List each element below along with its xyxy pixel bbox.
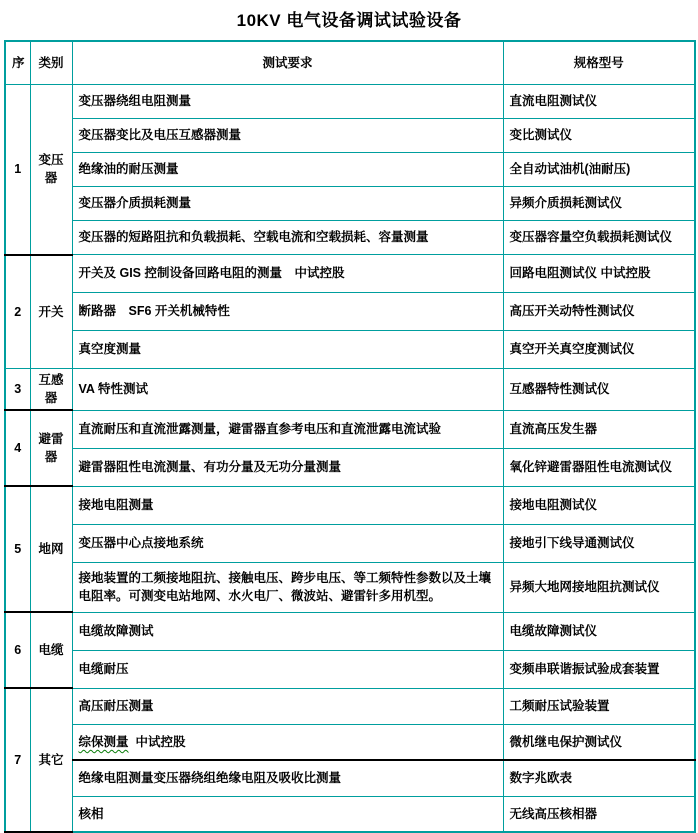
cell-model: 氧化锌避雷器阻性电流测试仪: [503, 448, 695, 486]
table-row: [5, 524, 695, 562]
cell-model: 异频介质损耗测试仪: [503, 187, 695, 221]
table-row: [5, 85, 695, 119]
cell-requirement: 电缆故障测试: [72, 612, 503, 650]
cell-requirement: 电缆耐压: [72, 650, 503, 688]
group-index-1: 1: [5, 85, 30, 255]
table-row: [5, 796, 695, 832]
group-index-5: 5: [5, 486, 30, 612]
cell-model: 全自动试油机(油耐压): [503, 153, 695, 187]
table-row: [5, 486, 695, 524]
table-row: [5, 221, 695, 255]
spellcheck-underlined-text: 综保测量: [78, 734, 129, 749]
header-category: 类别: [30, 41, 72, 85]
group-index-2: 2: [5, 255, 30, 369]
table-row: [5, 688, 695, 724]
table-row: [5, 650, 695, 688]
cell-requirement: 高压耐压测量: [72, 688, 503, 724]
group-index-4: 4: [5, 410, 30, 486]
table-row: [5, 331, 695, 369]
cell-model: 直流高压发生器: [503, 410, 695, 448]
header-requirement: 测试要求: [72, 41, 503, 85]
cell-requirement: 变压器变比及电压互感器测量: [72, 119, 503, 153]
cell-requirement: 绝缘油的耐压测量: [72, 153, 503, 187]
cell-requirement: [72, 724, 503, 760]
table-row: [5, 369, 695, 411]
cell-requirement: 变压器中心点接地系统: [72, 524, 503, 562]
table-row: [5, 153, 695, 187]
cell-requirement: 变压器绕组电阻测量: [72, 85, 503, 119]
group-index-6: 6: [5, 612, 30, 688]
cell-model: 互感器特性测试仪: [503, 369, 695, 411]
cell-model: 变比测试仪: [503, 119, 695, 153]
group-category-arrester: 避雷器: [30, 410, 72, 486]
group-category-switch: 开关: [30, 255, 72, 369]
cell-model: 直流电阻测试仪: [503, 85, 695, 119]
cell-requirement: VA 特性测试: [72, 369, 503, 411]
cell-model: 接地引下线导通测试仪: [503, 524, 695, 562]
group-index-3: 3: [5, 369, 30, 411]
cell-model: 工频耐压试验装置: [503, 688, 695, 724]
table-row: [5, 562, 695, 612]
cell-model: 异频大地网接地阻抗测试仪: [503, 562, 695, 612]
cell-model: 变压器容量空负载损耗测试仪: [503, 221, 695, 255]
page-title: 10KV 电气设备调试试验设备: [236, 11, 462, 30]
table-row: [5, 724, 695, 760]
header-row: [5, 41, 695, 85]
table-row: [5, 119, 695, 153]
table-row: [5, 760, 695, 796]
table-row: [5, 448, 695, 486]
group-category-grounding: 地网: [30, 486, 72, 612]
header-model: 规格型号: [503, 41, 695, 85]
cell-model: 变频串联谐振试验成套装置: [503, 650, 695, 688]
table-row: [5, 293, 695, 331]
table-row: [5, 612, 695, 650]
cell-requirement: 变压器介质损耗测量: [72, 187, 503, 221]
cell-model: 数字兆欧表: [503, 760, 695, 796]
cell-requirement: 断路器 SF6 开关机械特性: [72, 293, 503, 331]
cell-requirement: 接地电阻测量: [72, 486, 503, 524]
cell-requirement: 核相: [72, 796, 503, 832]
cell-requirement: 避雷器阻性电流测量、有功分量及无功分量测量: [72, 448, 503, 486]
cell-model: 无线高压核相器: [503, 796, 695, 832]
cell-requirement: 绝缘电阻测量变压器绕组绝缘电阻及吸收比测量: [72, 760, 503, 796]
cell-requirement: 接地装置的工频接地阻抗、接触电压、跨步电压、等工频特性参数以及土壤电阻率。可测变电站地网、水火电厂、微波站、避雷针多用机型。: [72, 562, 503, 612]
cell-requirement: 真空度测量: [72, 331, 503, 369]
group-category-other: 其它: [30, 688, 72, 832]
cell-model: 电缆故障测试仪: [503, 612, 695, 650]
cell-model: 高压开关动特性测试仪: [503, 293, 695, 331]
table-row: [5, 410, 695, 448]
cell-model: 真空开关真空度测试仪: [503, 331, 695, 369]
cell-requirement: 直流耐压和直流泄露测量，避雷器直参考电压和直流泄露电流试验: [72, 410, 503, 448]
group-category-ct-pt: 互感器: [30, 369, 72, 411]
header-index: 序: [5, 41, 30, 85]
table-row: [5, 255, 695, 293]
cell-model: 接地电阻测试仪: [503, 486, 695, 524]
cell-model: 微机继电保护测试仪: [503, 724, 695, 760]
equipment-table: [4, 40, 696, 833]
group-category-transformer: 变压器: [30, 85, 72, 255]
cell-requirement: 变压器的短路阻抗和负载损耗、空载电流和空载损耗、容量测量: [72, 221, 503, 255]
cell-model: 回路电阻测试仪 中试控股: [503, 255, 695, 293]
group-category-cable: 电缆: [30, 612, 72, 688]
table-row: [5, 187, 695, 221]
cell-requirement: 开关及 GIS 控制设备回路电阻的测量 中试控股: [72, 255, 503, 293]
group-index-7: 7: [5, 688, 30, 832]
requirement-suffix: 中试控股: [135, 734, 186, 749]
